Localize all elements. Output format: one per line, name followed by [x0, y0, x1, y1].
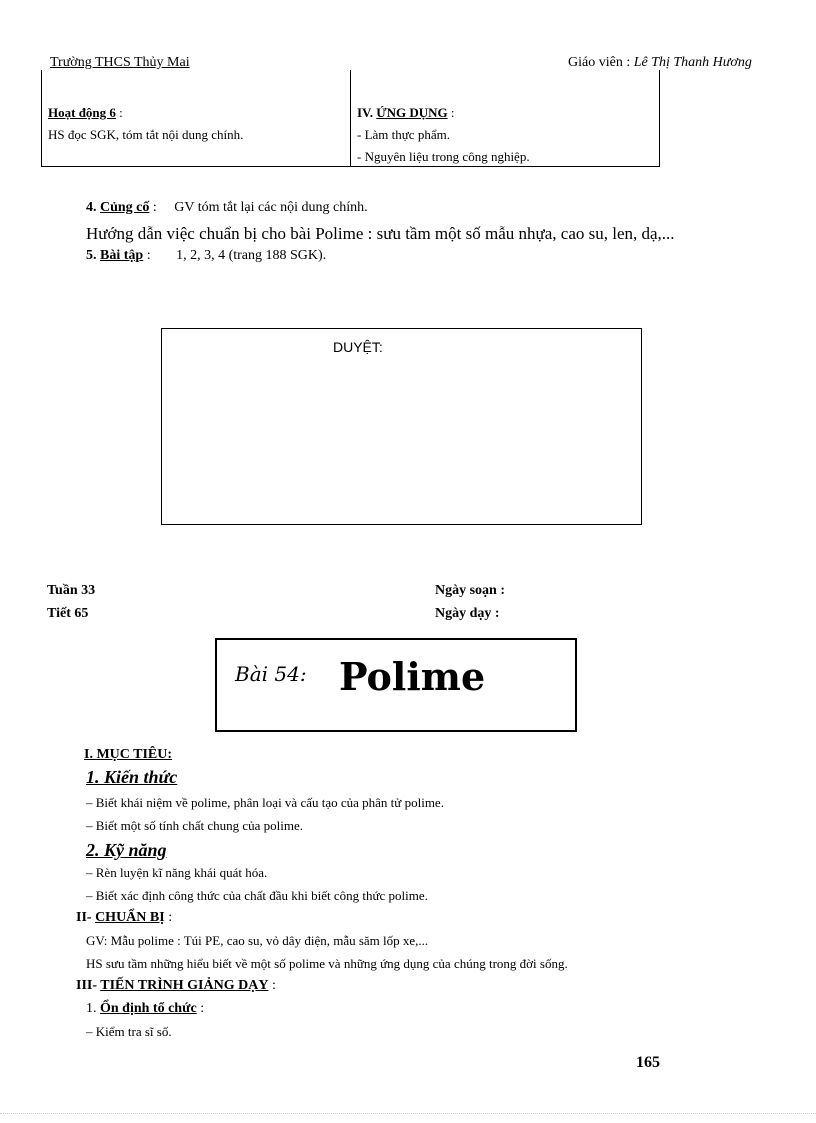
knowledge-item-2: – Biết một số tính chất chung của polime.: [86, 818, 303, 833]
step1-num: 1.: [86, 1001, 100, 1016]
activity-table: [41, 70, 660, 167]
teach-date-label: Ngày dạy :: [435, 606, 500, 621]
homework-colon: :: [143, 248, 151, 263]
page-number: 165: [636, 1054, 660, 1071]
prep-date-label: Ngày soạn :: [435, 583, 506, 598]
homework-num: 5.: [86, 248, 100, 263]
process-prefix: III-: [76, 978, 101, 993]
application-item-2: - Nguyên liệu trong công nghiệp.: [357, 149, 530, 164]
preparation-hs: HS sưu tầm những hiểu biết về một số polime và những ứng dụng của chúng trong đời sống.: [86, 956, 568, 971]
preparation-heading-line: [76, 910, 172, 926]
review-num: 4.: [86, 200, 100, 215]
activity-title-colon: :: [115, 105, 123, 120]
review-colon: :: [149, 200, 157, 215]
activity-left-cell: [48, 102, 243, 146]
homework-label: Bài tập: [100, 248, 144, 263]
application-item-1: - Làm thực phẩm.: [357, 127, 450, 142]
application-colon: :: [447, 105, 455, 120]
teacher-info: [568, 55, 752, 71]
period-label: Tiết 65: [47, 606, 89, 621]
teacher-name: Lê Thị Thanh Hương: [633, 55, 752, 70]
application-heading: ỨNG DỤNG: [376, 105, 448, 120]
application-prefix: IV.: [357, 105, 377, 120]
homework-line: [86, 248, 326, 264]
preparation-heading: CHUẨN BỊ: [95, 910, 165, 925]
footer-divider: [0, 1113, 816, 1114]
lesson-title-box: [215, 638, 577, 732]
approval-label: DUYỆT:: [333, 339, 383, 355]
step1-label: Ổn định tổ chức: [100, 1001, 197, 1016]
week-label: Tuần 33: [47, 583, 96, 598]
knowledge-item-1: – Biết khái niệm về polime, phân loại và cấu tạo của phân tử polime.: [86, 795, 444, 810]
review-text: GV tóm tắt lại các nội dung chính.: [174, 200, 368, 215]
guide-line: Hướng dẫn việc chuẩn bị cho bài Polime : sưu tầm một số mẫu nhựa, cao su, len, dạ,...: [86, 224, 675, 243]
teacher-label: Giáo viên :: [568, 55, 631, 70]
process-heading-line: [76, 978, 276, 994]
activity-title: Hoạt động 6: [48, 105, 116, 120]
process-colon: :: [268, 978, 276, 993]
step1-colon: :: [196, 1001, 205, 1016]
homework-text: 1, 2, 3, 4 (trang 188 SGK).: [176, 248, 327, 263]
skills-item-1: – Rèn luyện kĩ năng khái quát hóa.: [86, 865, 268, 880]
activity-right-cell: [357, 102, 530, 168]
activity-text: HS đọc SGK, tóm tắt nội dung chính.: [48, 127, 244, 142]
lesson-number: Bài 54:: [235, 662, 307, 686]
preparation-gv: GV: Mẫu polime : Túi PE, cao su, vỏ dây điện, mẫu săm lốp xe,...: [86, 933, 429, 948]
step1-line: [86, 1001, 204, 1017]
approval-box: [161, 328, 642, 525]
table-divider: [350, 70, 351, 166]
review-line: [86, 200, 368, 216]
preparation-colon: :: [164, 910, 173, 925]
knowledge-heading: 1. Kiến thức: [86, 767, 178, 787]
process-heading: TIẾN TRÌNH GIẢNG DẠY: [100, 978, 269, 993]
skills-heading: 2. Kỹ năng: [86, 840, 167, 860]
objectives-heading: I. MỤC TIÊU:: [84, 747, 173, 762]
step1-item: – Kiểm tra sĩ số.: [86, 1024, 172, 1039]
school-name: Trường THCS Thủy Mai: [50, 55, 190, 70]
review-label: Củng cố: [100, 200, 150, 215]
preparation-prefix: II-: [76, 910, 96, 925]
skills-item-2: – Biết xác định công thức của chất đầu khi biết công thức polime.: [86, 888, 428, 903]
lesson-title: Polime: [339, 654, 486, 699]
